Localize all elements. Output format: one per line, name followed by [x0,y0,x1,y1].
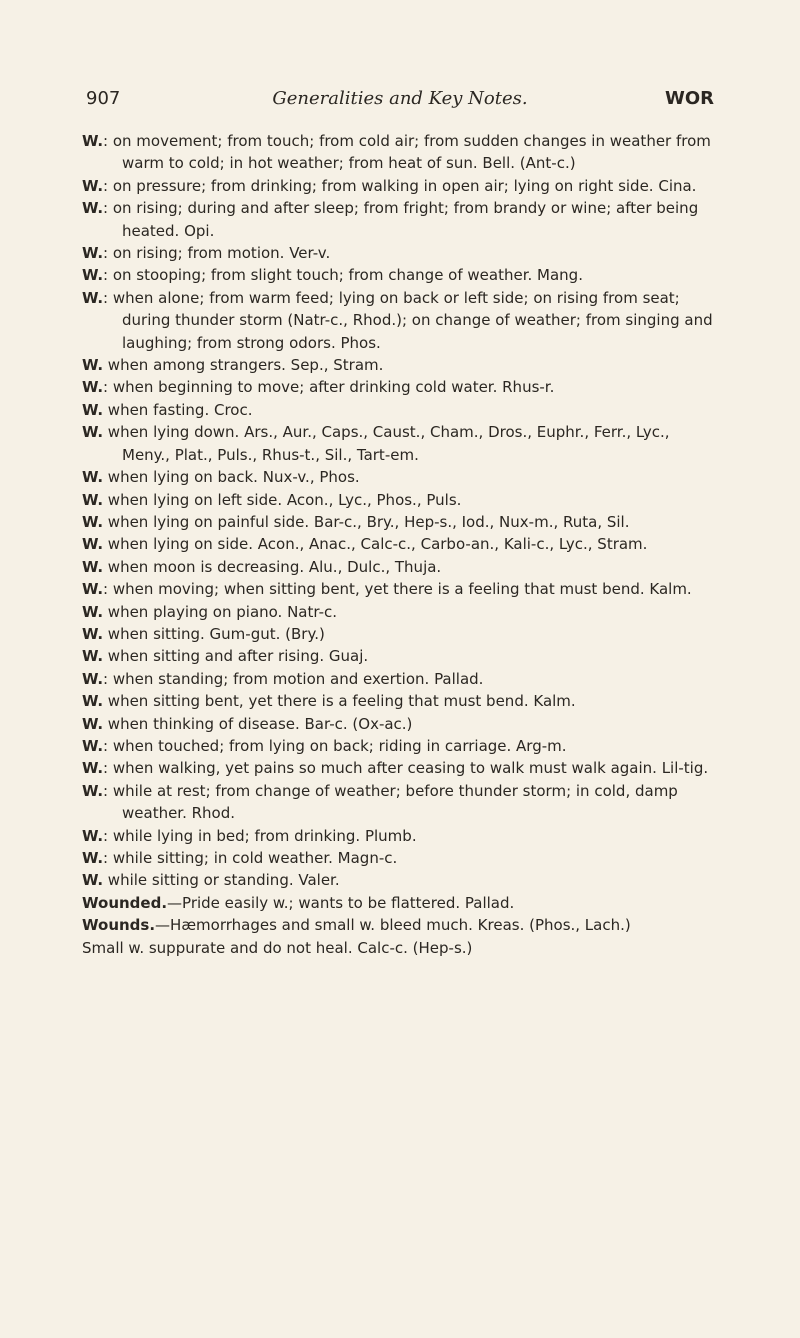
entry [82,690,714,712]
entry-lead: W. [82,490,104,509]
entry [82,869,714,891]
entry-lead: W. [82,714,104,733]
entry-lead: W. [82,647,104,666]
entry [82,376,714,398]
entry-text: : while at rest; from change of weather; before thunder storm; in cold, damp weather. Rhod. [103,781,678,823]
entry-lead: W. [82,849,104,867]
entry-text: : while lying in bed; from drinking. Plumb. [103,826,417,845]
entry [82,892,714,914]
entry-lead: W. [82,132,104,150]
entry-lead: Wounds. [82,916,156,935]
entry-lead: W. [82,871,104,890]
entry-text: when among strangers. Sep., Stram. [103,356,384,375]
page-number: 907 [86,88,121,109]
entry [82,130,714,175]
page-header [86,87,714,111]
entry-text: : while sitting; in cold weather. Magn-c. [103,849,398,867]
entry-lead: W. [82,199,104,218]
entry [82,197,714,242]
entry-text: : on pressure; from drinking; from walking in open air; lying on right side. Cina. [103,176,697,195]
entry-lead: W. [82,624,104,643]
key-word: WOR [664,88,714,109]
entry-text: Small w. suppurate and do not heal. Calc-c. (Hep-s.) [82,938,473,957]
entry-text: : when standing; from motion and exertion. Pallad. [103,669,484,688]
entry [82,556,714,578]
entry [82,735,714,757]
entry-lead: W. [82,244,104,263]
entry-lead: W. [82,378,104,397]
entry-lead: W. [82,736,104,755]
entry [82,242,714,264]
entry [82,645,714,667]
entry-list [82,130,714,959]
entry [82,421,714,466]
entry-text: : on rising; during and after sleep; from fright; from brandy or wine; after being heated. Opi. [103,199,699,240]
entry [82,914,714,936]
entry-lead: W. [82,602,104,621]
entry-lead: W. [82,176,104,195]
entry-text: : on stooping; from slight touch; from change of weather. Mang. [103,266,583,285]
entry-text: when sitting bent, yet there is a feeling that must bend. Kalm. [103,692,576,711]
entry-text: when thinking of disease. Bar-c. (Ox-ac.) [103,714,413,733]
entry-lead: W. [82,535,104,554]
entry-text: when sitting and after rising. Guaj. [103,647,369,666]
entry-text: : when walking, yet pains so much after ceasing to walk must walk again. Lil-tig. [103,759,709,778]
entry-text: when lying on left side. Acon., Lyc., Phos., Puls. [103,490,462,509]
entry [82,354,714,376]
entry [82,287,714,354]
entry [82,175,714,197]
entry [82,399,714,421]
entry [82,264,714,286]
entry-text: when sitting. Gum-gut. (Bry.) [103,624,325,643]
entry [82,847,714,869]
entry-text: : when moving; when sitting bent, yet there is a feeling that must bend. Kalm. [103,580,692,599]
entry-lead: W. [82,512,104,531]
entry-lead: W. [82,557,104,576]
entry-lead: W. [82,423,104,442]
entry-text: while sitting or standing. Valer. [103,871,340,890]
entry-text: —Pride easily w.; wants to be flattered. Pallad. [167,893,515,912]
entry [82,757,714,779]
entry-text: when lying down. Ars., Aur., Caps., Caust., Cham., Dros., Euphr., Ferr., Lyc., Meny., Plat., Puls., Rhus-t., Sil., Tart-em. [103,423,670,464]
entry-text: when playing on piano. Natr-c. [103,602,338,621]
entry-lead: W. [82,356,104,375]
entry [82,668,714,690]
entry-text: when lying on back. Nux-v., Phos. [103,468,360,487]
entry-text: when moon is decreasing. Alu., Dulc., Thuja. [103,557,442,576]
entry-text: —Hæmorrhages and small w. bleed much. Kreas. (Phos., Lach.) [155,916,631,935]
entry-text: : when beginning to move; after drinking cold water. Rhus-r. [103,378,555,397]
entry-lead: W. [82,468,104,487]
entry-lead: W. [82,781,104,800]
entry-lead: W. [82,580,104,599]
entry [82,601,714,623]
entry-text: : on rising; from motion. Ver-v. [103,244,331,263]
entry [82,533,714,555]
entry-lead: W. [82,759,104,778]
entry-text: when lying on painful side. Bar-c., Bry., Hep-s., Iod., Nux-m., Ruta, Sil. [103,512,630,531]
entry [82,780,714,825]
entry-text: : when alone; from warm feed; lying on back or left side; on rising from seat; during thunder storm (Natr-c., Rhod.); on change of weather; from singing and laughing; from strong odors. Phos. [103,288,713,352]
entry-lead: Wounded. [82,893,168,912]
entry [82,511,714,533]
entry-lead: W. [82,826,104,845]
entry-text: : on movement; from touch; from cold air; from sudden changes in weather from warm to cold; in hot weather; from heat of sun. Bell. (Ant-c.) [103,132,711,173]
entry [82,466,714,488]
entry-lead: W. [82,669,104,688]
entry [82,713,714,735]
entry-text: : when touched; from lying on back; riding in carriage. Arg-m. [103,736,567,755]
entry [82,937,714,959]
entry-text: when fasting. Croc. [103,400,253,419]
entry-text: when lying on side. Acon., Anac., Calc-c., Carbo-an., Kali-c., Lyc., Stram. [103,535,648,554]
entry-lead: W. [82,400,104,419]
entry-lead: W. [82,266,104,285]
running-title: Generalities and Key Notes. [272,88,528,109]
entry [82,578,714,600]
entry [82,489,714,511]
entry [82,825,714,847]
entry-lead: W. [82,288,104,307]
entry-lead: W. [82,692,104,711]
entry [82,623,714,645]
